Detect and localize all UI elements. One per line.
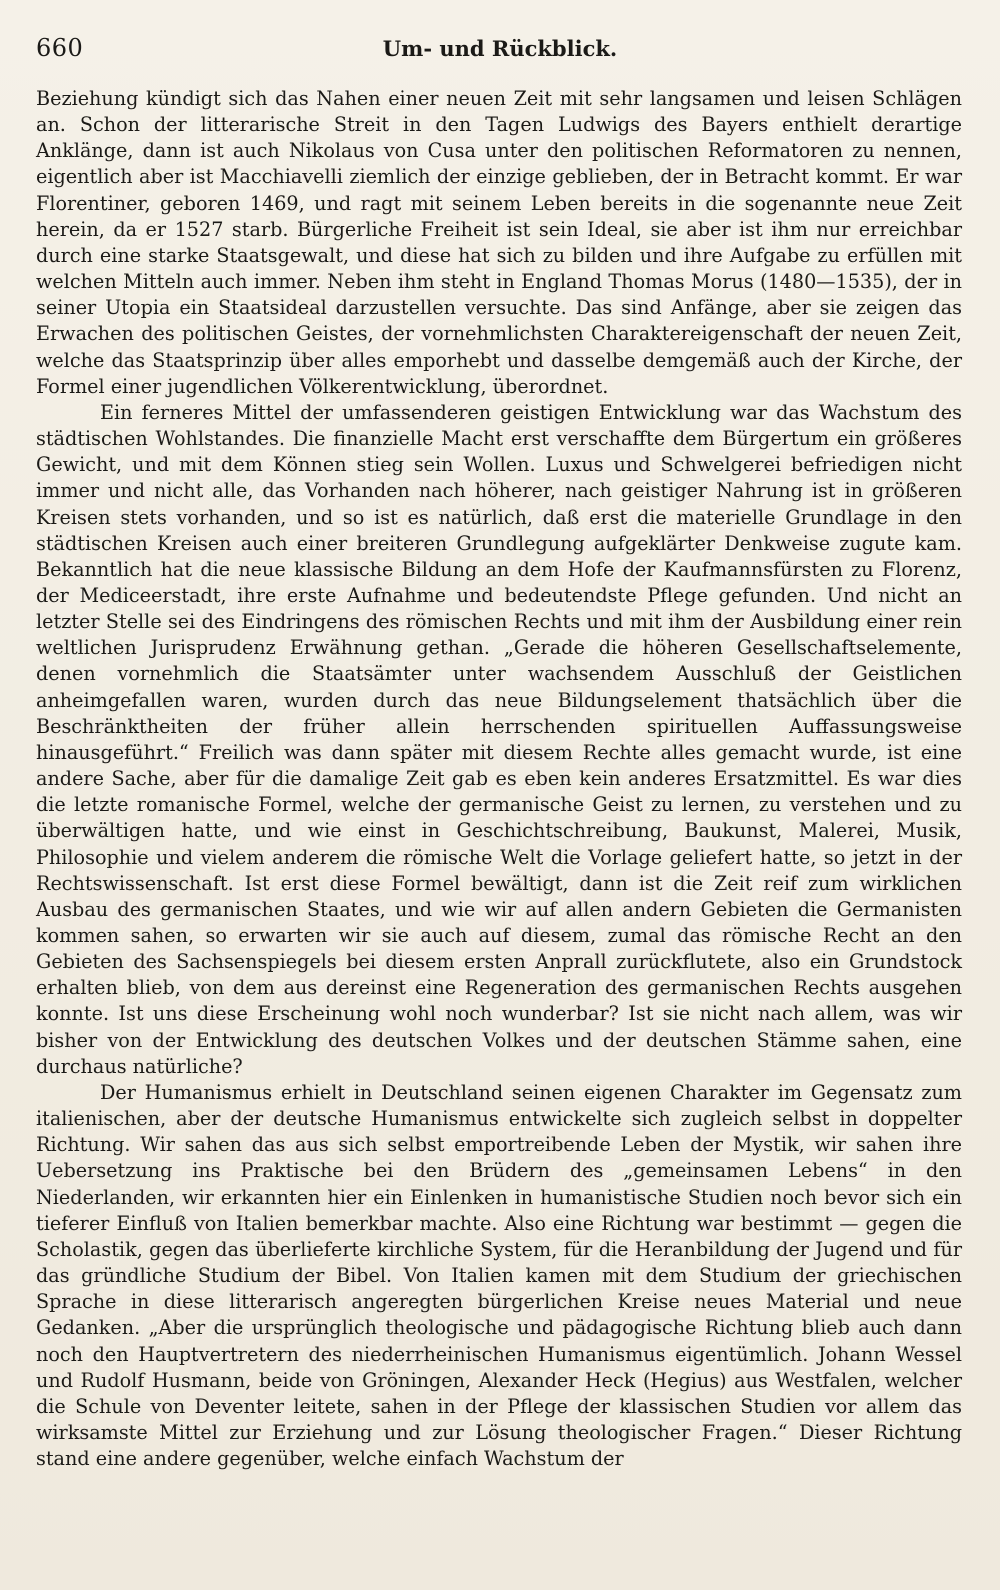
page-number: 660 [36,34,84,62]
paragraph-1: Beziehung kündigt sich das Nahen einer neuen Zeit mit sehr langsamen und leisen Schlägen an. Schon der litterarische Streit in den Tagen Ludwigs des Bayers enthielt derartige Anklänge, dann ist auch Nikolaus von Cusa unter den politischen Reformatoren zu nennen, eigentlich aber ist Macchiavelli ziemlich der einzige geblieben, der in Betracht kommt. Er war Florentiner, geboren 1469, und ragt mit seinem Leben bereits in die sogenannte neue Zeit herein, da er 1527 starb. Bürgerliche Freiheit ist sein Ideal, sie aber ist ihm nur erreichbar durch eine starke Staatsgewalt, und diese hat sich zu bilden und ihre Aufgabe zu erfüllen mit welchen Mitteln auch immer. Neben ihm steht in England Thomas Morus (1480—1535), der in seiner Utopia ein Staatsideal darzustellen versuchte. Das sind Anfänge, aber sie zeigen das Erwachen des politischen Geistes, der vornehmlichsten Charaktereigenschaft der neuen Zeit, welche das Staatsprinzip über alles emporhebt und dasselbe demgemäß auch der Kirche, der Formel einer jugendlichen Völkerentwicklung, überordnet. [36,87,962,398]
running-title: Um- und Rückblick. [382,36,618,61]
page-body [36,86,962,1472]
paragraph-2: Ein ferneres Mittel der umfassenderen geistigen Entwicklung war das Wachstum des städtischen Wohlstandes. Die finanzielle Macht erst verschaffte dem Bürgertum ein größeres Gewicht, und mit dem Können stieg sein Wollen. Luxus und Schwelgerei befriedigen nicht immer und nicht alle, das Vorhanden nach höherer, nach geistiger Nahrung ist in größeren Kreisen stets vorhanden, und so ist es natürlich, daß erst die materielle Grundlage in den städtischen Kreisen auch einer breiteren Grundlegung aufgeklärter Denkweise zugute kam. Bekanntlich hat die neue klassische Bildung an dem Hofe der Kaufmannsfürsten zu Florenz, der Mediceerstadt, ihre erste Aufnahme und bedeutendste Pflege gefunden. Und nicht an letzter Stelle sei des Eindringens des römischen Rechts und mit ihm der Ausbildung einer rein weltlichen Jurisprudenz Erwähnung gethan. „Gerade die höheren Gesellschaftselemente, denen vornehmlich die Staatsämter unter wachsendem Ausschluß der Geistlichen anheimgefallen waren, wurden durch das neue Bildungselement thatsächlich über die Beschränktheiten der früher allein herrschenden spirituellen Auffassungsweise hinausgeführt.“ Freilich was dann später mit diesem Rechte alles gemacht wurde, ist eine andere Sache, aber für die damalige Zeit gab es eben kein anderes Ersatzmittel. Es war dies die letzte romanische Formel, welche der germanische Geist zu lernen, zu verstehen und zu überwältigen hatte, und wie einst in Geschichtschreibung, Baukunst, Malerei, Musik, Philosophie und vielem anderem die römische Welt die Vorlage geliefert hatte, so jetzt in der Rechtswissenschaft. Ist erst diese Formel bewältigt, dann ist die Zeit reif zum wirklichen Ausbau des germanischen Staates, und wie wir auf allen andern Gebieten die Germanisten kommen sahen, so erwarten wir sie auch auf diesem, zumal das römische Recht an den Gebieten des Sachsenspiegels bei diesem ersten Anprall zurückflutete, also ein Grundstock erhalten blieb, von dem aus dereinst eine Regeneration des germanischen Rechts ausgehen konnte. Ist uns diese Erscheinung wohl noch wunderbar? Ist sie nicht nach allem, was wir bisher von der Entwicklung des deutschen Volkes und der deutschen Stämme sahen, eine durchaus natürliche? [36,400,962,1078]
paragraph-3: Der Humanismus erhielt in Deutschland seinen eigenen Charakter im Gegensatz zum italienischen, aber der deutsche Humanismus entwickelte sich zugleich selbst in doppelter Richtung. Wir sahen das aus sich selbst emportreibende Leben der Mystik, wir sahen ihre Uebersetzung ins Praktische bei den Brüdern des „gemeinsamen Lebens“ in den Niederlanden, wir erkannten hier ein Einlenken in humanistische Studien noch bevor sich ein tieferer Einfluß von Italien bemerkbar machte. Also eine Richtung war bestimmt — gegen die Scholastik, gegen das überlieferte kirchliche System, für die Heranbildung der Jugend und für das gründliche Studium der Bibel. Von Italien kamen mit dem Studium der griechischen Sprache in diese litterarisch angeregten bürgerlichen Kreise neues Material und neue Gedanken. „Aber die ursprünglich theologische und pädagogische Richtung blieb auch dann noch den Hauptvertretern des niederrheinischen Humanismus eigentümlich. Johann Wessel und Rudolf Husmann, beide von Gröningen, Alexander Heck (Hegius) aus Westfalen, welcher die Schule von Deventer leitete, sahen in der Pflege der klassischen Studien vor allem das wirksamste Mittel zur Erziehung und zur Lösung theologischer Fragen.“ Dieser Richtung stand eine andere gegenüber, welche einfach Wachstum der [36,1080,962,1471]
